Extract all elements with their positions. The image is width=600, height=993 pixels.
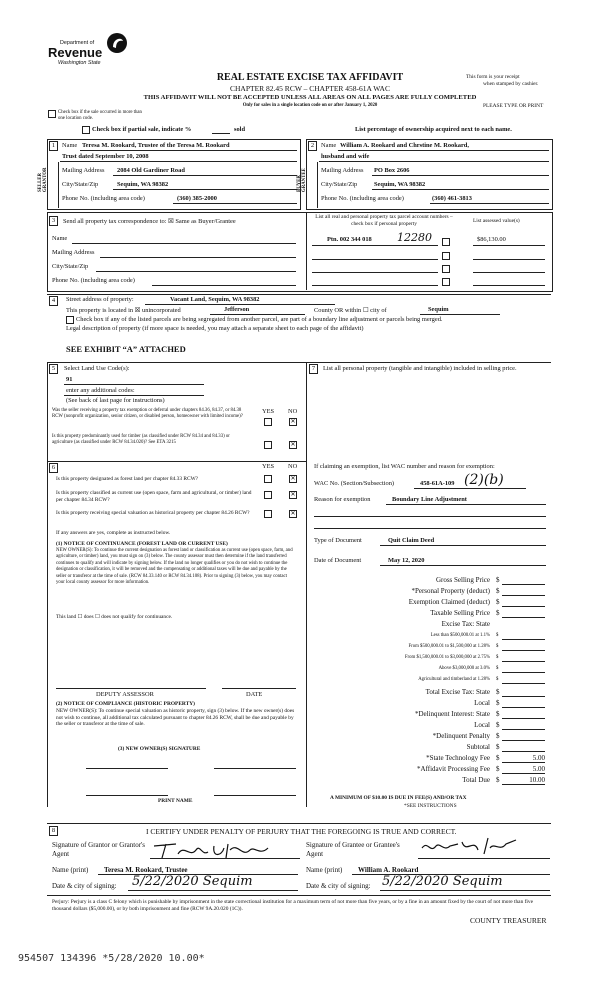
notice2-body: NEW OWNER(S): To continue special valuation as historic property, sign (3) below. If the new owner(s) does not wish to continue, all additional tax calculated pursuant to chapter 84.26 RCW, shall be due and payable by the seller or transferor at the time of sale.: [56, 708, 295, 728]
partial-sale-checkbox[interactable]: [82, 126, 90, 134]
tax-row-label: Local: [474, 721, 490, 729]
print-name-label: PRINT NAME: [158, 798, 193, 804]
doc-type-line: [380, 545, 546, 546]
bracket-dollar: $: [496, 655, 499, 660]
deputy-line: [56, 688, 206, 689]
deputy-assessor-label: DEPUTY ASSESSOR: [96, 691, 154, 698]
please-type: PLEASE TYPE OR PRINT: [483, 103, 544, 109]
logo-state: Washington State: [58, 60, 101, 66]
street-address[interactable]: Vacant Land, Sequim, WA 98382: [170, 296, 260, 303]
tax-row-line: [502, 595, 545, 596]
s3-city-line: [96, 271, 296, 272]
grantee-date-line: [380, 890, 550, 891]
bracket-line: [502, 672, 545, 673]
seller-side-divider: [58, 162, 59, 208]
tax-row-label: Gross Selling Price: [435, 576, 490, 584]
s6-q2-no[interactable]: ✕: [290, 491, 296, 498]
wac-handwritten: (2)(b): [464, 472, 504, 488]
exhibit-text: SEE EXHIBIT “A” ATTACHED: [66, 344, 186, 354]
s5-top-rule: [47, 362, 551, 363]
receipt-note-2: when stamped by cashier.: [483, 81, 539, 87]
land-use-label: Select Land Use Code(s):: [64, 365, 130, 372]
tax-row-label: *State Technology Fee: [426, 754, 490, 762]
doc-type-value[interactable]: Quit Claim Deed: [388, 537, 435, 544]
seller-city-label: City/State/Zip: [62, 181, 99, 188]
tax-row-label: Exemption Claimed (deduct): [408, 598, 490, 606]
land-use-line: [64, 384, 204, 385]
parcel-line-1: [312, 245, 438, 246]
notice1-title: (1) NOTICE OF CONTINUANCE (FOREST LAND OR CURRENT USE): [56, 541, 228, 547]
tax-row-line: [502, 707, 545, 708]
s5-q1: Was the seller receiving a property tax exemption or deferral under chapters 84.36, 84.37, or 84.38 RCW (nonprofit organization, senior citizen, or disabled person, homeowner with limited income)?: [52, 408, 243, 420]
tax-row-dollar: $: [496, 776, 500, 784]
personal-property-label: List all personal property (tangible and intangible) included in selling price.: [323, 365, 517, 372]
owner-signature-label: (3) NEW OWNER(S) SIGNATURE: [118, 746, 201, 752]
s5-q2-no[interactable]: ✕: [290, 441, 296, 448]
tax-row-label: *Delinquent Interest: State: [414, 710, 490, 718]
tax-row-label: *Affidavit Processing Fee: [417, 765, 490, 773]
reason-line-3: [314, 528, 546, 529]
grantor-date-line: [128, 890, 298, 891]
assessed-line-2: [473, 259, 545, 260]
tax-row-label: Excise Tax: State: [441, 620, 490, 628]
section-8-number: 8: [49, 826, 58, 836]
grantor-date-city[interactable]: 5/22/2020 Sequim: [132, 874, 253, 889]
tax-row-line: [502, 740, 545, 741]
bracket-line: [502, 661, 545, 662]
reason-line-2: [314, 516, 546, 517]
form-title: REAL ESTATE EXCISE TAX AFFIDAVIT: [216, 72, 404, 83]
partial-sale-label: Check box if partial sale, indicate %: [92, 126, 192, 133]
section-1-number: 1: [49, 141, 58, 151]
s6-q2: Is this property classified as current use (open space, farm and agricultural, or timber) land per chapter 84.34 RCW?: [56, 490, 252, 503]
grantee-sig-label: Signature of Grantee or Grantee's Agent: [306, 841, 400, 858]
parcel-number[interactable]: Ptn. 002 344 018: [327, 236, 372, 243]
section-6-number: 6: [49, 463, 58, 473]
buyer-address-label: Mailing Address: [321, 167, 364, 174]
seller-name-line: [80, 150, 297, 151]
s6-top-rule: [47, 461, 306, 462]
multi-location-checkbox[interactable]: [48, 110, 56, 118]
buyer-phone-label: Phone No. (including area code): [321, 195, 404, 202]
seller-phone-line: [173, 203, 297, 204]
section-3-number: 3: [49, 216, 58, 226]
print-name-line-1: [86, 795, 168, 796]
seller-side-label: SELLER GRANTOR: [38, 167, 48, 192]
s6-q3-yes[interactable]: [264, 510, 272, 518]
bracket-label: Less than $500,000.01 at 1.1%: [430, 633, 490, 638]
doc-date-line: [380, 565, 546, 566]
s5-q1-no[interactable]: ✕: [290, 418, 296, 425]
tax-total-due[interactable]: 10.00: [529, 776, 545, 784]
bracket-label: Above $3,000,000 at 3.0%: [438, 666, 490, 671]
buyer-name-2[interactable]: husband and wife: [321, 153, 370, 160]
tax-row-line: [502, 617, 545, 618]
assessed-line-3: [473, 272, 545, 273]
deputy-date-line: [222, 688, 296, 689]
seller-phone[interactable]: (360) 385-2000: [177, 195, 217, 202]
sold-label: sold: [234, 126, 246, 133]
certify-text: I CERTIFY UNDER PENALTY OF PERJURY THAT THE FOREGOING IS TRUE AND CORRECT.: [146, 827, 457, 836]
s6-q1: Is this property designated as forest land per chapter 84.33 RCW?: [56, 476, 199, 482]
additional-line: [64, 395, 204, 396]
qualify-text: This land ☐ does ☐ does not qualify for continuance.: [56, 614, 173, 620]
seller-address-line: [113, 175, 297, 176]
doc-date-value[interactable]: May 12, 2020: [388, 557, 425, 564]
bracket-line: [502, 639, 545, 640]
buyer-name[interactable]: William A. Rookard and Chrstine M. Rookard,: [340, 142, 469, 149]
s3-divider: [306, 212, 307, 290]
grantee-print-name[interactable]: William A. Rookard: [358, 866, 419, 874]
receipt-note-1: This form is your receipt: [466, 74, 520, 80]
seller-address[interactable]: 2084 Old Gardiner Road: [117, 167, 185, 174]
s3-phone-line: [152, 285, 296, 286]
grantor-signature-icon: [150, 836, 280, 862]
buyer-address-line: [372, 175, 549, 176]
grantee-signature-icon: [418, 834, 528, 858]
cashier-stamp: 954507 134396 *5/28/2020 10.00*: [18, 953, 205, 964]
s5-yes: YES: [262, 408, 275, 415]
seller-address-label: Mailing Address: [62, 167, 105, 174]
assessed-value[interactable]: $86,130.00: [477, 236, 506, 243]
s6-yes: YES: [262, 463, 275, 470]
owner-sig-line-1: [86, 768, 168, 769]
assessed-header: List assessed value(s): [473, 218, 520, 224]
bracket-dollar: $: [496, 666, 499, 671]
s6-q1-no[interactable]: ✕: [290, 475, 296, 482]
s8-top-rule: [47, 823, 551, 824]
grantee-date-label: Date & city of signing:: [306, 882, 371, 890]
parcel-personal-checkbox-4[interactable]: [442, 278, 450, 286]
doc-type-label: Type of Document: [314, 537, 362, 544]
parcel-personal-checkbox-2[interactable]: [442, 252, 450, 260]
bracket-label: From $500,000.01 to $1,500,000 at 1.28%: [408, 644, 490, 649]
parcel-personal-checkbox-3[interactable]: [442, 265, 450, 273]
s3-address-label: Mailing Address: [52, 249, 95, 256]
grantee-print-label: Name (print): [306, 866, 343, 874]
s3-phone-label: Phone No. (including area code): [52, 277, 135, 284]
perjury-text: Perjury: Perjury is a class C felony which is punishable by imprisonment in the state correctional institution for a maximum term of not more than five years, or by a fine in an amount fixed by the court of not more than five thousand dollars ($5,000.00), or by both imprisonment and fine (RCW 9A.20.020 (1C)).: [52, 899, 533, 912]
notice1-body: NEW OWNER(S): To continue the current designation as forest land or classification as current use (open space, farm, and agriculture, or timber) land, you must sign on (3) below. The county assessor must then determine if the land transferred continues to qualify and will indicate by signing below. If the land no longer qualifies or you do not wish to continue the designation or classification, it will be removed and the compensating or additional taxes will be due and payable by the seller or transferor at the time of sale. (RCW 84.33.140 or RCW 84.34.108). Prior to signing (3) below, you may contact your local county assessor for more information.: [56, 548, 293, 586]
buyer-side-divider: [317, 162, 318, 208]
deputy-date-label: DATE: [246, 691, 263, 698]
tax-row-label: Taxable Selling Price: [430, 609, 490, 617]
s4-top-rule: [47, 294, 551, 295]
tax-row-label: Total Due: [462, 776, 490, 784]
buyer-name2-line: [319, 161, 549, 162]
section-4-number: 4: [49, 296, 58, 306]
tax-row-line: [502, 773, 545, 774]
tax-row-dollar: $: [496, 732, 500, 740]
parcel-line-3: [312, 272, 438, 273]
seller-city-line: [113, 189, 297, 190]
reason-line: [386, 504, 546, 505]
s8-bottom-rule: [47, 895, 551, 896]
form-warning: THIS AFFIDAVIT WILL NOT BE ACCEPTED UNLESS ALL AREAS ON ALL PAGES ARE FULLY COMPLETED: [143, 94, 477, 101]
grantor-print-name[interactable]: Teresa M. Rookard, Trustee: [104, 866, 188, 874]
buyer-city-line: [372, 189, 549, 190]
exemption-label: If claiming an exemption, list WAC number and reason for exemption:: [314, 463, 495, 470]
logo-dept-line: Department of: [60, 40, 95, 46]
bracket-line: [502, 650, 545, 651]
tax-row-line: [502, 584, 545, 585]
county-treasurer: COUNTY TREASURER: [470, 916, 547, 925]
s6-q2-yes[interactable]: [264, 491, 272, 499]
buyer-city[interactable]: Sequim, WA 98382: [374, 181, 426, 188]
legal-text: Legal description of property (if more space is needed, you may attach a separate sheet to each page of the affidavit): [66, 325, 364, 332]
seller-name-2[interactable]: Trust dated September 10, 2008: [62, 153, 149, 160]
tax-row-line: [502, 696, 545, 697]
buyer-phone-line: [430, 203, 549, 204]
bracket-dollar: $: [496, 633, 499, 638]
buyer-name-line: [338, 150, 549, 151]
assessed-line-1: [473, 245, 545, 246]
tax-row-line: [502, 762, 545, 763]
tax-row-dollar: $: [496, 699, 500, 707]
street-label: Street address of property:: [66, 296, 134, 303]
additional-codes: enter any additional codes:: [66, 387, 135, 394]
tax-row-dollar: $: [496, 754, 500, 762]
section-3-text: Send all property tax correspondence to: ☒ Same as Buyer/Grantee: [63, 218, 236, 225]
tax-row-label: Subtotal: [466, 743, 490, 751]
tax-row-dollar: $: [496, 587, 500, 595]
assessed-line-4: [473, 285, 545, 286]
wac-line: [414, 488, 526, 489]
tax-row-value[interactable]: 5.00: [532, 754, 545, 762]
tax-row-line: [502, 606, 545, 607]
s6-if-yes: If any answers are yes, complete as instructed below.: [56, 530, 171, 536]
county-line: [210, 314, 305, 315]
located-in: This property is located in ☒ unincorporated: [66, 307, 181, 314]
tax-row-dollar: $: [496, 721, 500, 729]
s6-q3: Is this property receiving special valuation as historical property per chapter 84.26 RCW?: [56, 510, 250, 516]
tax-row-label: Total Excise Tax: State: [425, 688, 490, 696]
section-2-number: 2: [308, 141, 317, 151]
buyer-address[interactable]: PO Box 2606: [374, 167, 410, 174]
s5-q1-yes[interactable]: [264, 418, 272, 426]
grantor-print-label: Name (print): [52, 866, 89, 874]
grantee-sig-line: [418, 858, 550, 859]
doc-date-label: Date of Document: [314, 557, 362, 564]
seller-name[interactable]: Teresa M. Rookard, Trustee of the Teresa M. Rookard: [82, 142, 230, 149]
county-label: County OR within ☐ city of: [314, 307, 387, 314]
form-chapter: CHAPTER 82.45 RCW – CHAPTER 458-61A WAC: [230, 84, 390, 93]
print-name-line-2: [214, 795, 296, 796]
tax-row-dollar: $: [496, 609, 500, 617]
bracket-line: [502, 683, 545, 684]
grantor-sig-label: Signature of Grantor or Grantor's Agent: [52, 841, 146, 858]
buyer-name-label: Name: [321, 142, 337, 149]
bracket-dollar: $: [496, 644, 499, 649]
section-7-number: 7: [309, 364, 318, 374]
seller-name2-line: [60, 161, 297, 162]
s5-q2: Is this property predominantly used for timber (as classified under RCW 84.34 and 84.33) or agriculture (as classified under RCW 84.34.020)? See ETA 3215: [52, 434, 230, 446]
parcel-handwritten: 12280: [397, 231, 432, 244]
s6-no: NO: [288, 463, 298, 470]
land-use-code[interactable]: 91: [66, 376, 73, 383]
grantee-date-city[interactable]: 5/22/2020 Sequim: [382, 874, 503, 889]
s5-no: NO: [288, 408, 298, 415]
buyer-phone[interactable]: (360) 461-3813: [432, 195, 472, 202]
tax-row-label: Local: [474, 699, 490, 707]
grantor-date-label: Date & city of signing:: [52, 882, 117, 890]
parcel-header: List all real and personal property tax parcel account numbers – check box if personal property: [315, 214, 453, 227]
multi-location-label: Check box if the sale occurred in more than one location code.: [58, 110, 142, 121]
ownership-note: List percentage of ownership acquired next to each name.: [355, 126, 512, 133]
seller-city[interactable]: Sequim, WA 98382: [117, 181, 169, 188]
tax-row-dollar: $: [496, 743, 500, 751]
s3-name-label: Name: [52, 235, 68, 242]
tax-row-label: *Delinquent Penalty: [432, 732, 490, 740]
parcel-line-2: [312, 259, 438, 260]
tax-row-dollar: $: [496, 598, 500, 606]
s3-name-line: [72, 243, 296, 244]
s6-q1-yes[interactable]: [264, 475, 272, 483]
reason-value[interactable]: Boundary Line Adjustment: [392, 496, 467, 503]
seller-name-label: Name: [62, 142, 78, 149]
city-value[interactable]: Sequim: [428, 306, 449, 313]
buyer-side-label: BUYER GRANTEE: [297, 168, 307, 192]
revenue-swirl-icon: [106, 32, 128, 54]
wac-label: WAC No. (Section/Subsection): [314, 480, 395, 487]
logo-revenue: Revenue: [48, 45, 103, 60]
tax-row-line: [502, 718, 545, 719]
county-value[interactable]: Jefferson: [224, 306, 250, 313]
segregated-checkbox[interactable]: [66, 316, 74, 324]
partial-sale-line: [212, 133, 230, 134]
minimum-note: A MINIMUM OF $10.00 IS DUE IN FEE(S) AND/OR TAX: [330, 795, 467, 801]
parcel-personal-checkbox-1[interactable]: [442, 238, 450, 246]
wac-number[interactable]: 458-61A-109: [420, 480, 455, 487]
s5-q2-yes[interactable]: [264, 441, 272, 449]
notice2-title: (2) NOTICE OF COMPLIANCE (HISTORIC PROPERTY): [56, 701, 195, 707]
mid-divider: [306, 362, 307, 807]
segregated-text: Check box if any of the listed parcels are being segregated from another parcel, are part of a boundary line adjustment or parcels being merged.: [76, 316, 443, 323]
tax-row-label: *Personal Property (deduct): [411, 587, 490, 595]
form-only-for: Only for sales in a single location code on or after January 1, 2020: [242, 103, 378, 108]
street-line: [145, 304, 335, 305]
tax-row-line: [502, 784, 545, 785]
s5-left-rule: [47, 362, 48, 807]
tax-row-line: [502, 751, 545, 752]
s3-city-label: City/State/Zip: [52, 263, 89, 270]
s6-q3-no[interactable]: ✕: [290, 510, 296, 517]
tax-row-dollar: $: [496, 576, 500, 584]
tax-row-dollar: $: [496, 710, 500, 718]
tax-row-dollar: $: [496, 688, 500, 696]
bracket-dollar: $: [496, 677, 499, 682]
bracket-label: Agricultural and timberland at 1.28%: [418, 677, 490, 682]
city-line: [420, 314, 500, 315]
buyer-city-label: City/State/Zip: [321, 181, 358, 188]
bracket-label: From $1,500,000.01 to $3,000,000 at 2.75%: [404, 655, 490, 660]
revenue-logo: [48, 30, 133, 70]
section-5-number: 5: [49, 364, 58, 374]
see-instructions: *SEE INSTRUCTIONS: [404, 803, 457, 809]
tax-row-value[interactable]: 5.00: [532, 765, 545, 773]
seller-phone-label: Phone No. (including area code): [62, 195, 145, 202]
s3-address-line: [100, 257, 296, 258]
see-back: (See back of last page for instructions): [66, 397, 165, 404]
parcel-line-4: [312, 285, 438, 286]
owner-sig-line-2: [214, 768, 296, 769]
tax-row-dollar: $: [496, 765, 500, 773]
tax-row-line: [502, 729, 545, 730]
reason-label: Reason for exemption: [314, 496, 371, 503]
